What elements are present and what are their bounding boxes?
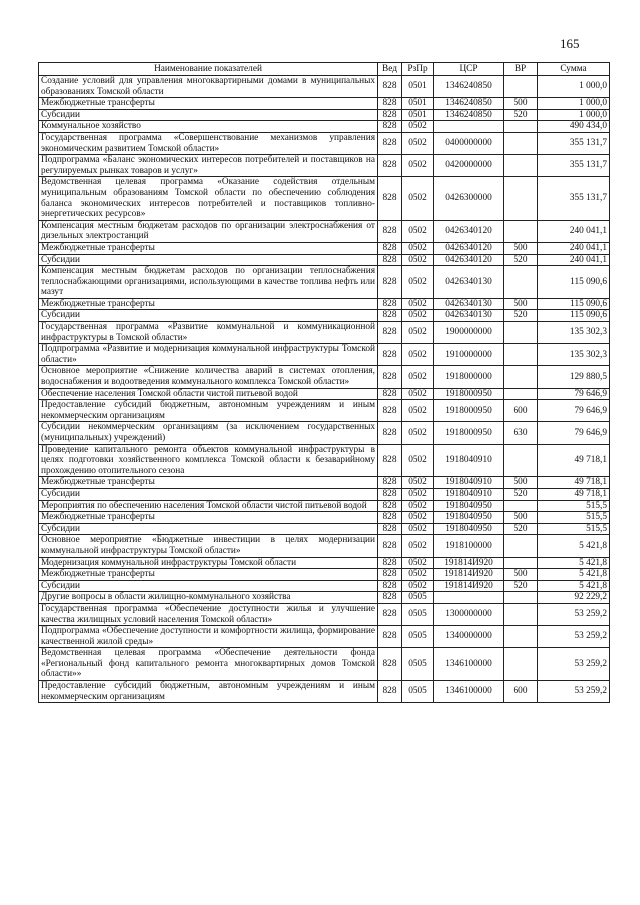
cell-ved: 828 (378, 155, 402, 177)
cell-ved: 828 (378, 220, 402, 242)
cell-vr: 630 (504, 422, 538, 444)
cell-ved: 828 (378, 512, 402, 524)
cell-ved: 828 (378, 98, 402, 110)
table-row (39, 310, 610, 322)
table-row (39, 500, 610, 512)
cell-name: Основное мероприятие «Снижение количества аварий в системах отопления, водоснабжения и водоотведения коммунального комплекса Томской области» (39, 366, 378, 388)
cell-ved: 828 (378, 626, 402, 648)
table-row (39, 121, 610, 133)
cell-csr: 1918000000 (434, 366, 504, 388)
cell-csr: 1346240850 (434, 109, 504, 121)
table-row (39, 488, 610, 500)
cell-name: Ведомственная целевая программа «Оказание содействия отдельным муниципальным образованиям Томской области по обеспечению соблюдения баланса экономических интересов потребителей и поставщиков топливно-энергетических ресурсов» (39, 177, 378, 220)
table-row (39, 648, 610, 681)
cell-rzpr: 0502 (402, 477, 434, 489)
cell-vr (504, 121, 538, 133)
cell-ved: 828 (378, 322, 402, 344)
column-header-vr: ВР (504, 63, 538, 76)
table-row (39, 254, 610, 266)
table-row (39, 388, 610, 400)
cell-name: Обеспечение населения Томской области чистой питьевой водой (39, 388, 378, 400)
cell-sum: 115 090,6 (538, 266, 610, 299)
cell-sum: 49 718,1 (538, 488, 610, 500)
cell-rzpr: 0501 (402, 98, 434, 110)
cell-csr: 0426340120 (434, 254, 504, 266)
cell-sum: 53 259,2 (538, 648, 610, 681)
cell-csr: 1918040950 (434, 523, 504, 535)
cell-vr (504, 535, 538, 557)
cell-ved: 828 (378, 535, 402, 557)
cell-sum: 53 259,2 (538, 681, 610, 703)
cell-sum: 129 880,5 (538, 366, 610, 388)
cell-csr: 1918040950 (434, 500, 504, 512)
cell-vr: 600 (504, 400, 538, 422)
cell-vr: 500 (504, 98, 538, 110)
table-row (39, 132, 610, 154)
table-row (39, 298, 610, 310)
cell-name: Субсидии (39, 580, 378, 592)
cell-sum: 240 041,1 (538, 220, 610, 242)
column-header-csr: ЦСР (434, 63, 504, 76)
cell-vr: 600 (504, 681, 538, 703)
cell-ved: 828 (378, 400, 402, 422)
cell-csr: 1918040910 (434, 444, 504, 477)
cell-name: Субсидии (39, 523, 378, 535)
cell-name: Проведение капитального ремонта объектов коммунальной инфраструктуры в целях подготовки хозяйственного комплекса Томской области к безаварийному прохождению отопительного сезона (39, 444, 378, 477)
cell-vr (504, 388, 538, 400)
cell-ved: 828 (378, 310, 402, 322)
cell-sum: 79 646,9 (538, 388, 610, 400)
cell-name: Предоставление субсидий бюджетным, автономным учреждениям и иным некоммерческим организациям (39, 681, 378, 703)
cell-sum: 1 000,0 (538, 76, 610, 98)
cell-ved: 828 (378, 592, 402, 604)
cell-vr: 520 (504, 580, 538, 592)
cell-sum: 135 302,3 (538, 322, 610, 344)
table-row (39, 400, 610, 422)
cell-csr: 191814И920 (434, 580, 504, 592)
table-row (39, 681, 610, 703)
cell-vr (504, 626, 538, 648)
cell-name: Субсидии (39, 109, 378, 121)
cell-csr: 1918040950 (434, 512, 504, 524)
cell-rzpr: 0502 (402, 512, 434, 524)
cell-rzpr: 0502 (402, 569, 434, 581)
cell-ved: 828 (378, 488, 402, 500)
cell-vr (504, 155, 538, 177)
cell-name: Межбюджетные трансферты (39, 569, 378, 581)
table-row (39, 242, 610, 254)
cell-ved: 828 (378, 557, 402, 569)
cell-csr: 1918000950 (434, 400, 504, 422)
cell-ved: 828 (378, 366, 402, 388)
cell-ved: 828 (378, 603, 402, 625)
cell-name: Компенсация местным бюджетам расходов по организации электроснабжения от дизельных электростанций (39, 220, 378, 242)
cell-rzpr: 0502 (402, 242, 434, 254)
cell-rzpr: 0502 (402, 557, 434, 569)
cell-sum: 355 131,7 (538, 155, 610, 177)
cell-csr: 1346240850 (434, 98, 504, 110)
cell-name: Субсидии некоммерческим организациям (за исключением государственных (муниципальных) учреждений) (39, 422, 378, 444)
cell-ved: 828 (378, 177, 402, 220)
cell-name: Подпрограмма «Баланс экономических интересов потребителей и поставщиков на регулируемых рынках товаров и услуг» (39, 155, 378, 177)
cell-name: Мероприятия по обеспечению населения Томской области чистой питьевой водой (39, 500, 378, 512)
cell-vr: 520 (504, 523, 538, 535)
cell-rzpr: 0502 (402, 366, 434, 388)
cell-csr: 1910000000 (434, 344, 504, 366)
cell-ved: 828 (378, 132, 402, 154)
cell-sum: 515,5 (538, 512, 610, 524)
cell-vr (504, 322, 538, 344)
table-row (39, 523, 610, 535)
cell-sum: 5 421,8 (538, 535, 610, 557)
cell-ved: 828 (378, 580, 402, 592)
cell-name: Субсидии (39, 488, 378, 500)
cell-csr: 1918100000 (434, 535, 504, 557)
cell-vr: 500 (504, 569, 538, 581)
cell-rzpr: 0505 (402, 603, 434, 625)
cell-sum: 79 646,9 (538, 400, 610, 422)
cell-vr: 500 (504, 477, 538, 489)
cell-sum: 53 259,2 (538, 603, 610, 625)
cell-csr: 0400000000 (434, 132, 504, 154)
cell-csr: 1346100000 (434, 648, 504, 681)
cell-rzpr: 0502 (402, 488, 434, 500)
cell-rzpr: 0505 (402, 592, 434, 604)
cell-csr: 0426340130 (434, 310, 504, 322)
cell-ved: 828 (378, 477, 402, 489)
cell-csr: 1918000950 (434, 388, 504, 400)
column-header-name: Наименование показателей (39, 63, 378, 76)
cell-sum: 240 041,1 (538, 242, 610, 254)
cell-vr (504, 648, 538, 681)
cell-rzpr: 0502 (402, 535, 434, 557)
cell-vr (504, 366, 538, 388)
cell-vr: 520 (504, 488, 538, 500)
table-row (39, 98, 610, 110)
cell-csr: 0420000000 (434, 155, 504, 177)
cell-name: Субсидии (39, 310, 378, 322)
cell-csr (434, 121, 504, 133)
cell-rzpr: 0502 (402, 132, 434, 154)
cell-vr: 500 (504, 512, 538, 524)
cell-rzpr: 0502 (402, 177, 434, 220)
cell-csr: 1300000000 (434, 603, 504, 625)
cell-ved: 828 (378, 569, 402, 581)
cell-name: Межбюджетные трансферты (39, 242, 378, 254)
cell-ved: 828 (378, 254, 402, 266)
table-row (39, 535, 610, 557)
cell-name: Модернизация коммунальной инфраструктуры Томской области (39, 557, 378, 569)
cell-ved: 828 (378, 109, 402, 121)
cell-sum: 92 229,2 (538, 592, 610, 604)
cell-sum: 490 434,0 (538, 121, 610, 133)
cell-vr: 520 (504, 310, 538, 322)
cell-csr: 1346240850 (434, 76, 504, 98)
cell-rzpr: 0502 (402, 254, 434, 266)
table-row (39, 322, 610, 344)
cell-sum: 135 302,3 (538, 344, 610, 366)
cell-name: Основное мероприятие «Бюджетные инвестиции в целях модернизации коммунальной инфраструктуры Томской области» (39, 535, 378, 557)
cell-csr: 1340000000 (434, 626, 504, 648)
table-row (39, 155, 610, 177)
cell-rzpr: 0505 (402, 681, 434, 703)
cell-rzpr: 0502 (402, 580, 434, 592)
cell-sum: 355 131,7 (538, 132, 610, 154)
cell-rzpr: 0501 (402, 109, 434, 121)
cell-ved: 828 (378, 422, 402, 444)
cell-vr: 500 (504, 298, 538, 310)
cell-rzpr: 0502 (402, 344, 434, 366)
cell-rzpr: 0502 (402, 388, 434, 400)
cell-vr (504, 557, 538, 569)
cell-vr: 520 (504, 109, 538, 121)
cell-name: Создание условий для управления многоквартирными домами в муниципальных образованиях Томской области (39, 76, 378, 98)
column-header-rzpr: РзПр (402, 63, 434, 76)
cell-csr: 1918000950 (434, 422, 504, 444)
cell-sum: 515,5 (538, 523, 610, 535)
column-header-ved: Вед (378, 63, 402, 76)
cell-name: Межбюджетные трансферты (39, 298, 378, 310)
table-row (39, 76, 610, 98)
cell-name: Подпрограмма «Обеспечение доступности и комфортности жилища, формирование качественной жилой среды» (39, 626, 378, 648)
cell-name: Предоставление субсидий бюджетным, автономным учреждениям и иным некоммерческим организациям (39, 400, 378, 422)
cell-vr (504, 500, 538, 512)
cell-rzpr: 0502 (402, 422, 434, 444)
cell-sum: 5 421,8 (538, 557, 610, 569)
cell-rzpr: 0502 (402, 444, 434, 477)
page-number: 165 (560, 36, 580, 51)
cell-sum: 515,5 (538, 500, 610, 512)
cell-ved: 828 (378, 266, 402, 299)
cell-rzpr: 0502 (402, 400, 434, 422)
cell-rzpr: 0502 (402, 121, 434, 133)
cell-rzpr: 0505 (402, 626, 434, 648)
cell-rzpr: 0502 (402, 523, 434, 535)
cell-csr: 1346100000 (434, 681, 504, 703)
cell-name: Другие вопросы в области жилищно-коммунального хозяйства (39, 592, 378, 604)
cell-name: Подпрограмма «Развитие и модернизация коммунальной инфраструктуры Томской области» (39, 344, 378, 366)
cell-vr (504, 592, 538, 604)
cell-sum: 240 041,1 (538, 254, 610, 266)
table-row (39, 344, 610, 366)
cell-vr (504, 220, 538, 242)
cell-ved: 828 (378, 242, 402, 254)
cell-sum: 1 000,0 (538, 109, 610, 121)
cell-csr: 0426340120 (434, 220, 504, 242)
cell-vr (504, 177, 538, 220)
cell-csr: 0426340130 (434, 266, 504, 299)
cell-rzpr: 0505 (402, 648, 434, 681)
cell-ved: 828 (378, 298, 402, 310)
column-header-sum: Сумма (538, 63, 610, 76)
table-row (39, 557, 610, 569)
cell-ved: 828 (378, 121, 402, 133)
cell-rzpr: 0502 (402, 220, 434, 242)
cell-csr: 191814И920 (434, 569, 504, 581)
cell-csr: 1900000000 (434, 322, 504, 344)
cell-name: Государственная программа «Развитие коммунальной и коммуникационной инфраструктуры в Томской области» (39, 322, 378, 344)
table-row (39, 177, 610, 220)
table-row (39, 626, 610, 648)
cell-ved: 828 (378, 523, 402, 535)
cell-name: Коммунальное хозяйство (39, 121, 378, 133)
table-header-row (39, 63, 610, 76)
cell-ved: 828 (378, 388, 402, 400)
cell-name: Государственная программа «Совершенствование механизмов управления экономическим развитием Томской области» (39, 132, 378, 154)
cell-ved: 828 (378, 648, 402, 681)
table-row (39, 266, 610, 299)
cell-sum: 115 090,6 (538, 310, 610, 322)
budget-table (38, 62, 610, 703)
cell-csr: 0426340120 (434, 242, 504, 254)
cell-csr: 1918040910 (434, 477, 504, 489)
table-row (39, 512, 610, 524)
table-row (39, 580, 610, 592)
table-row (39, 366, 610, 388)
cell-csr: 0426340130 (434, 298, 504, 310)
table-row (39, 422, 610, 444)
cell-vr (504, 603, 538, 625)
cell-rzpr: 0502 (402, 322, 434, 344)
table-row (39, 220, 610, 242)
table-row (39, 477, 610, 489)
cell-ved: 828 (378, 681, 402, 703)
cell-name: Государственная программа «Обеспечение доступности жилья и улучшение качества жилищных условий населения Томской области» (39, 603, 378, 625)
cell-ved: 828 (378, 344, 402, 366)
cell-csr: 191814И920 (434, 557, 504, 569)
cell-sum: 5 421,8 (538, 580, 610, 592)
cell-sum: 115 090,6 (538, 298, 610, 310)
table-row (39, 603, 610, 625)
cell-vr (504, 266, 538, 299)
cell-sum: 1 000,0 (538, 98, 610, 110)
cell-rzpr: 0502 (402, 500, 434, 512)
cell-sum: 49 718,1 (538, 477, 610, 489)
cell-rzpr: 0502 (402, 155, 434, 177)
cell-name: Субсидии (39, 254, 378, 266)
cell-rzpr: 0502 (402, 298, 434, 310)
cell-vr (504, 344, 538, 366)
cell-csr: 1918040910 (434, 488, 504, 500)
table-body (39, 76, 610, 703)
cell-sum: 355 131,7 (538, 177, 610, 220)
cell-csr: 0426300000 (434, 177, 504, 220)
cell-ved: 828 (378, 76, 402, 98)
cell-name: Межбюджетные трансферты (39, 512, 378, 524)
cell-ved: 828 (378, 444, 402, 477)
cell-vr (504, 444, 538, 477)
cell-name: Межбюджетные трансферты (39, 98, 378, 110)
cell-sum: 53 259,2 (538, 626, 610, 648)
cell-ved: 828 (378, 500, 402, 512)
table-row (39, 569, 610, 581)
table-row (39, 592, 610, 604)
cell-name: Межбюджетные трансферты (39, 477, 378, 489)
cell-sum: 49 718,1 (538, 444, 610, 477)
cell-sum: 5 421,8 (538, 569, 610, 581)
cell-vr (504, 76, 538, 98)
table-row (39, 444, 610, 477)
cell-name: Ведомственная целевая программа «Обеспечение деятельности фонда «Региональный фонд капитального ремонта многоквартирных домов Томской области»» (39, 648, 378, 681)
cell-rzpr: 0501 (402, 76, 434, 98)
cell-vr: 520 (504, 254, 538, 266)
cell-sum: 79 646,9 (538, 422, 610, 444)
cell-rzpr: 0502 (402, 266, 434, 299)
table-row (39, 109, 610, 121)
cell-vr: 500 (504, 242, 538, 254)
cell-csr (434, 592, 504, 604)
cell-rzpr: 0502 (402, 310, 434, 322)
cell-vr (504, 132, 538, 154)
cell-name: Компенсация местным бюджетам расходов по организации теплоснабжения теплоснабжающими организациями, использующими в качестве топлива нефть или мазут (39, 266, 378, 299)
